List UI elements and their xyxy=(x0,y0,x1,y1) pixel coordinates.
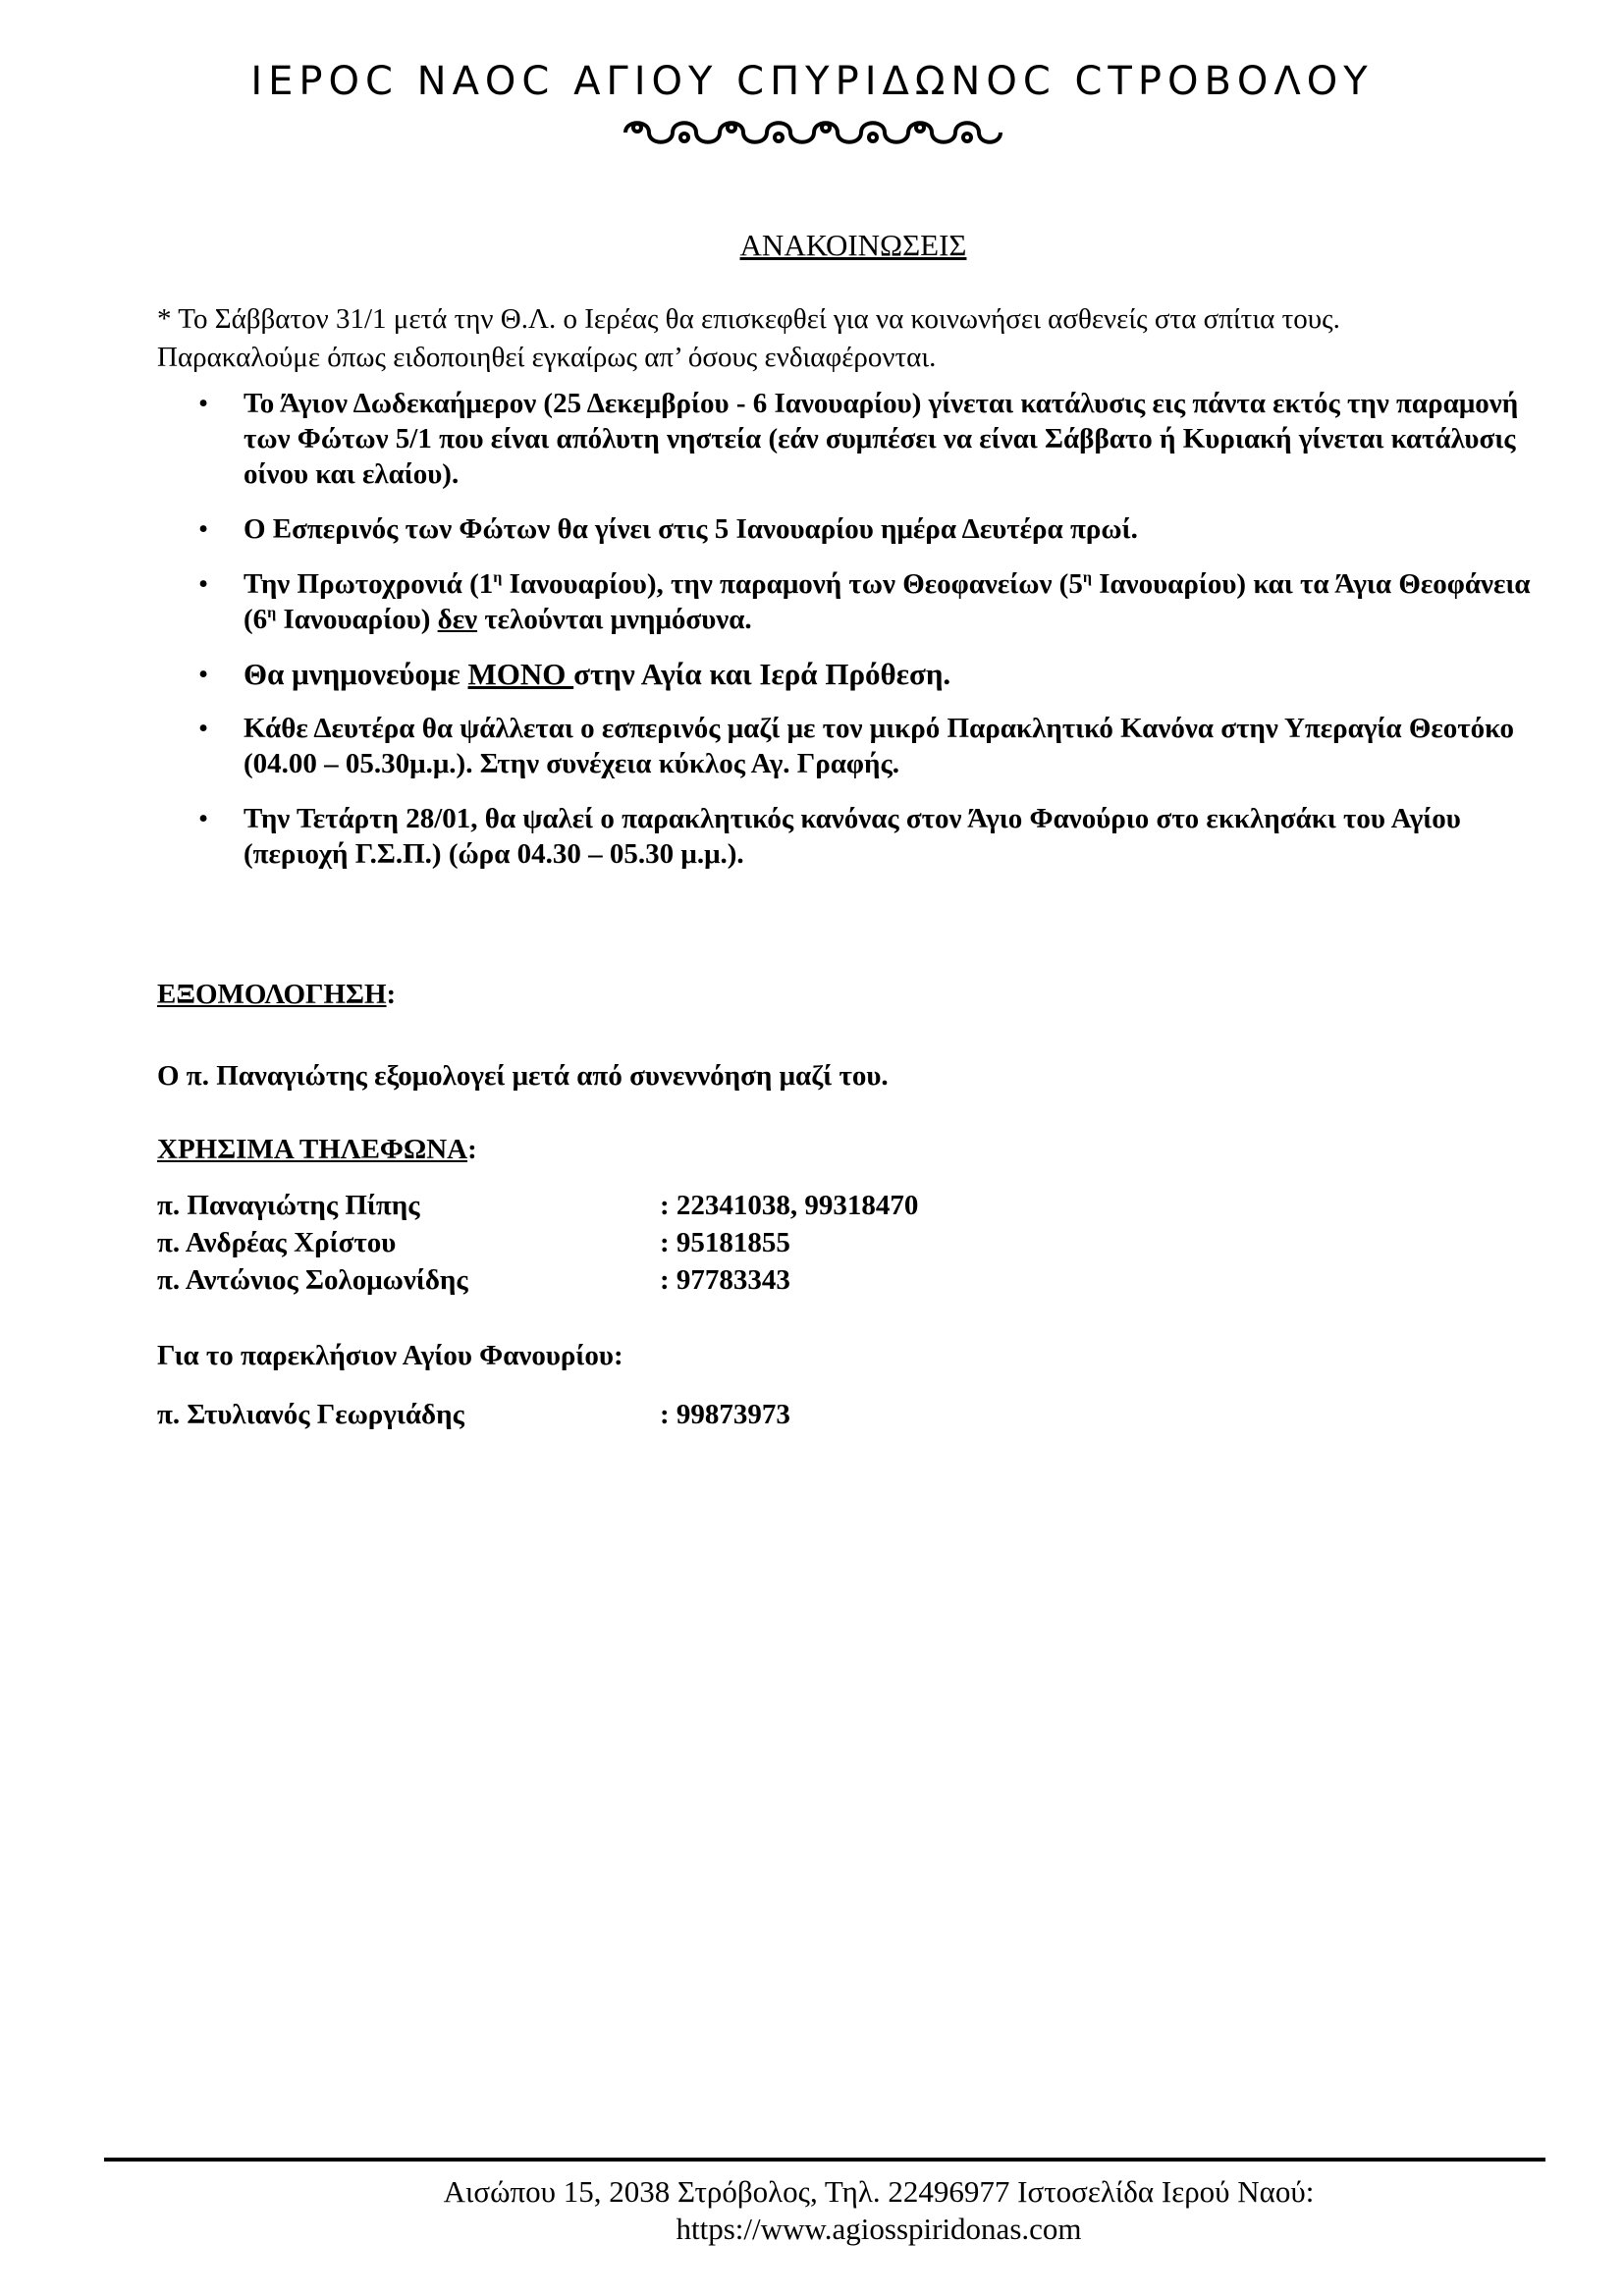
contact-name: π. Στυλιανός Γεωργιάδης xyxy=(157,1399,464,1430)
announcement-intro xyxy=(157,300,1532,377)
list-item xyxy=(157,657,1532,693)
underlined-word: ΜΟΝΟ xyxy=(467,657,574,691)
list-item xyxy=(157,566,1532,637)
bullet-icon: • xyxy=(198,568,209,600)
list-item xyxy=(157,386,1532,492)
contact-number: : 22341038, 99318470 xyxy=(660,1190,919,1221)
item-text-part: Ιανουαρίου) xyxy=(276,604,438,635)
ordinal-suffix: η xyxy=(1082,569,1092,586)
item-text: Κάθε Δευτέρα θα ψάλλεται ο εσπερινός μαζί με τον μικρό Παρακλητικό Κανόνα στην Υπεραγία Θεοτόκο (04.00 – 05.30μ.μ.). Στην συνέχεια κύκλος Αγ. Γραφής. xyxy=(244,713,1514,779)
list-item xyxy=(157,711,1532,781)
contact-name: π. Ανδρέας Χρίστου xyxy=(157,1227,397,1258)
church-title: ΙΕΡΟC ΝΑΟC ΑΓΙΟΥ CΠΥΡΙΔΩΝΟC CΤΡΟΒΟΛΟΥ xyxy=(250,59,1374,104)
contact-number: : 97783343 xyxy=(660,1264,790,1296)
item-text-part: στην Αγία και Ιερά Πρόθεση. xyxy=(573,657,951,691)
phones-heading xyxy=(157,1134,477,1166)
confession-heading-text: ΕΞΟΜΟΛΟΓΗΣΗ xyxy=(157,979,387,1010)
item-text-part: Ιανουαρίου) και τα Άγια Θεοφάνεια (6 xyxy=(244,568,1531,635)
list-item xyxy=(157,511,1532,547)
item-text-part: Θα μνημονεύομε xyxy=(244,657,468,691)
ordinal-suffix: η xyxy=(267,605,277,621)
contact-number: : 99873973 xyxy=(660,1399,790,1430)
list-item xyxy=(157,801,1532,872)
item-text-part: τελούνται μνημόσυνα. xyxy=(477,604,752,635)
footer-address: Αισώπου 15, 2038 Στρόβολος, Τηλ. 22496977 Ιστοσελίδα Ιερού Ναού: xyxy=(443,2174,1315,2209)
bullet-icon: • xyxy=(198,803,209,834)
item-text: Το Άγιον Δωδεκαήμερον (25 Δεκεμβρίου - 6 Ιανουαρίου) γίνεται κατάλυσις εις πάντα εκτός την παραμονή των Φώτων 5/1 που είναι απόλυτη νηστεία (εάν συμπέσει να είναι Σάββατο ή Κυριακή γίνεται κατάλυσις οίνου και ελαίου). xyxy=(244,388,1519,490)
decorative-ornament xyxy=(616,116,1008,149)
underlined-word: δεν xyxy=(437,604,478,635)
item-text: Την Τετάρτη 28/01, θα ψαλεί ο παρακλητικός κανόνας στον Άγιο Φανούριο στο εκκλησάκι του Αγίου (περιοχή Γ.Σ.Π.) (ώρα 04.30 – 05.30 μ.μ.). xyxy=(244,803,1461,870)
contact-number: : 95181855 xyxy=(660,1227,790,1258)
bullet-icon: • xyxy=(198,713,209,744)
bullet-icon: • xyxy=(198,513,209,545)
heading-colon: : xyxy=(386,979,397,1010)
phones-heading-text: ΧΡΗΣΙΜΑ ΤΗΛΕΦΩΝΑ xyxy=(157,1134,468,1165)
footer-website-link[interactable]: https://www.agiosspiridonas.com xyxy=(676,2212,1082,2246)
ordinal-suffix: η xyxy=(493,569,503,586)
item-text-part: Την Πρωτοχρονιά (1 xyxy=(244,568,494,600)
footer-divider xyxy=(104,2158,1545,2162)
announcement-list xyxy=(157,386,1532,872)
contact-name: π. Παναγιώτης Πίπης xyxy=(157,1190,420,1221)
heading-colon: : xyxy=(467,1134,477,1165)
chapel-heading: Για το παρεκλήσιον Αγίου Φανουρίου: xyxy=(157,1340,623,1371)
item-text: Ο Εσπερινός των Φώτων θα γίνει στις 5 Ιανουαρίου ημέρα Δευτέρα πρωί. xyxy=(244,513,1138,545)
footer xyxy=(0,2173,1624,2248)
contact-name: π. Αντώνιος Σολομωνίδης xyxy=(157,1264,468,1296)
intro-line-1: * Το Σάββατον 31/1 μετά την Θ.Λ. ο Ιερέας θα επισκεφθεί για να κοινωνήσει ασθενείς στα σπίτια τους. xyxy=(157,303,1340,335)
bullet-icon: • xyxy=(198,659,209,690)
confession-heading xyxy=(157,979,396,1011)
confession-text: Ο π. Παναγιώτης εξομολογεί μετά από συνεννόηση μαζί του. xyxy=(157,1060,889,1092)
intro-line-2: Παρακαλούμε όπως ειδοποιηθεί εγκαίρως απ’ όσους ενδιαφέρονται. xyxy=(157,342,937,373)
item-text-part: Ιανουαρίου), την παραμονή των Θεοφανείων (5 xyxy=(502,568,1083,600)
bullet-icon: • xyxy=(198,388,209,419)
announcements-heading: ΑΝΑΚΟΙΝΩΣΕΙΣ xyxy=(739,228,967,262)
